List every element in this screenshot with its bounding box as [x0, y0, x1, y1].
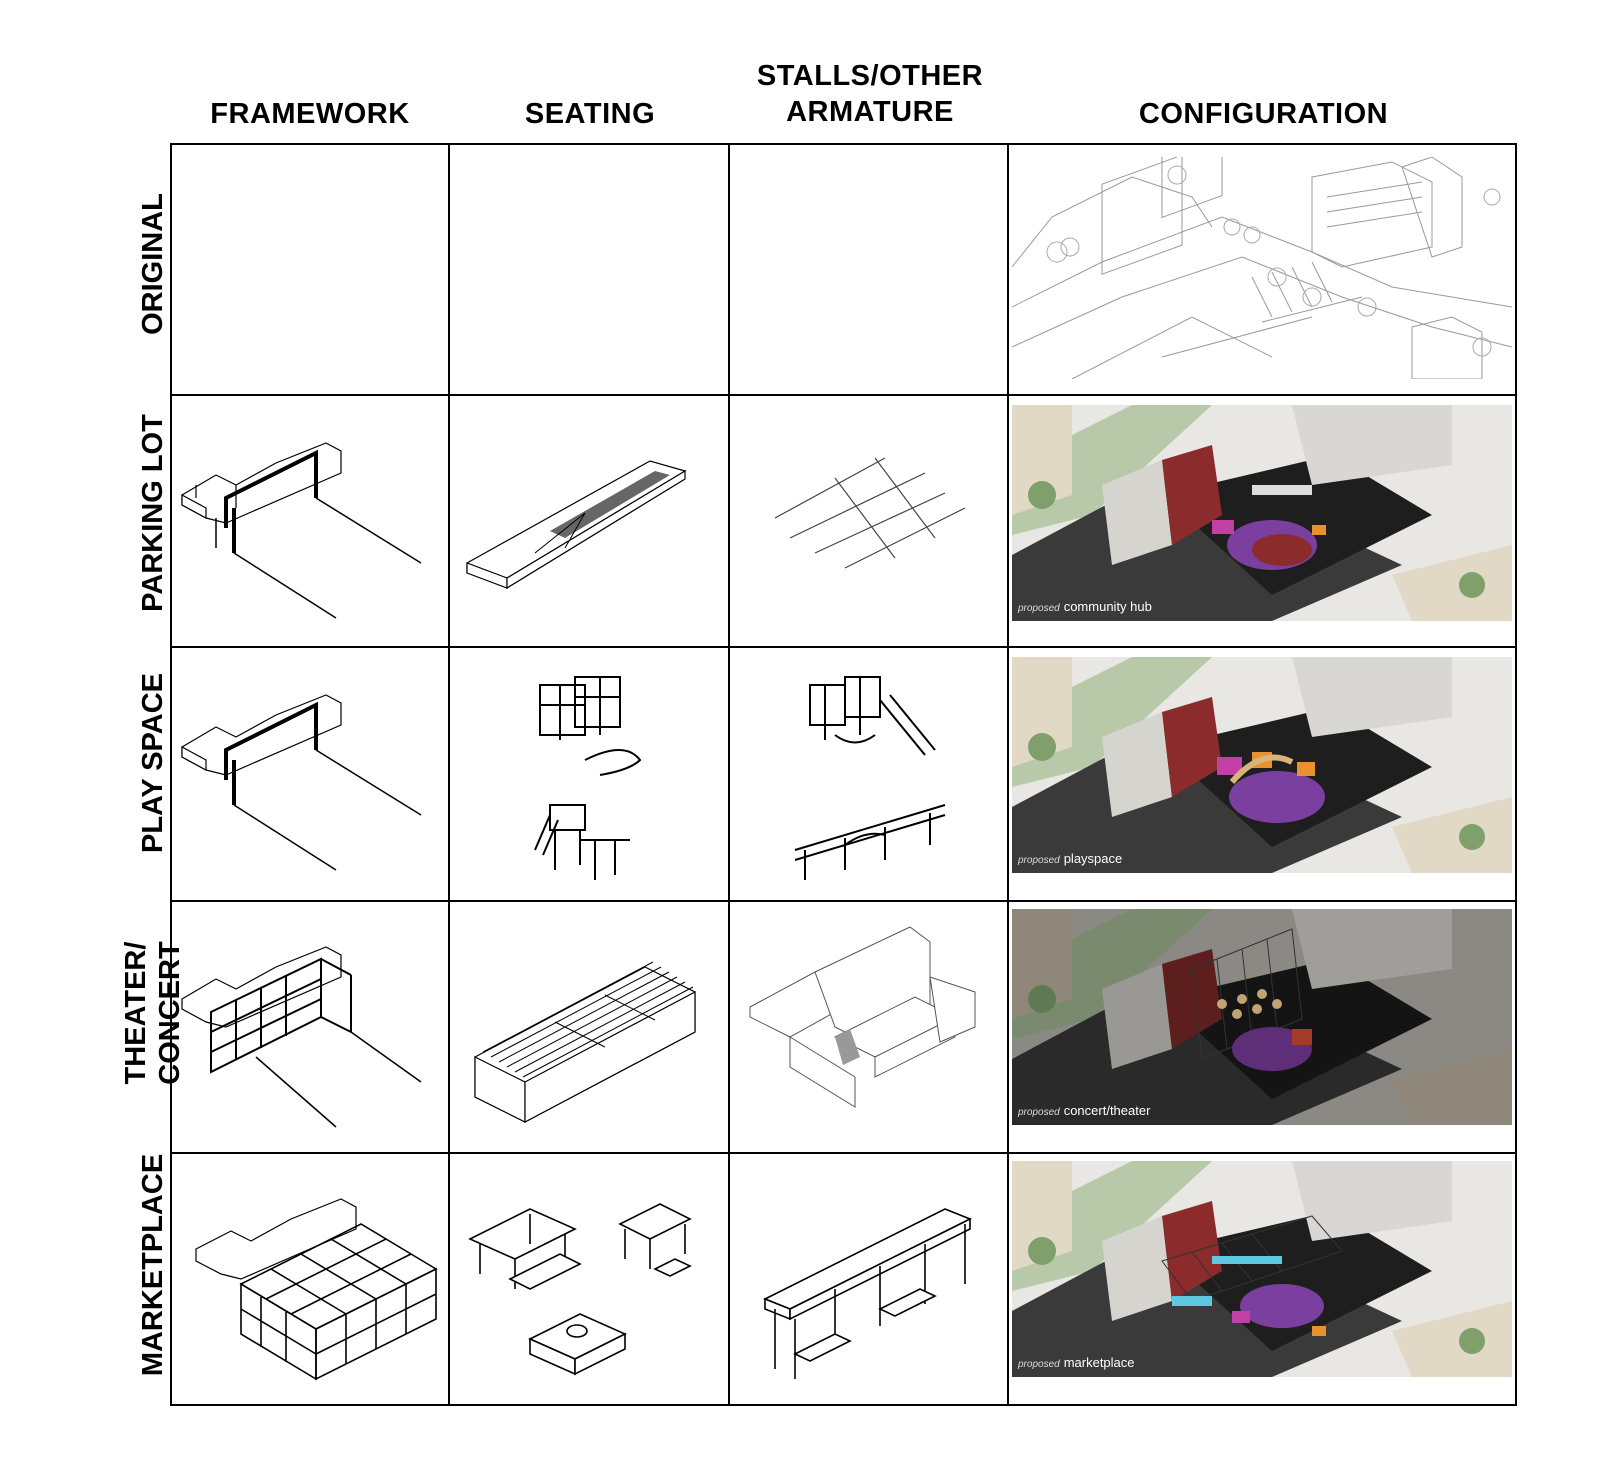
bleachers-drawing [455, 917, 723, 1142]
original-site-drawing [1012, 157, 1512, 379]
caption-prefix: proposed [1018, 603, 1060, 614]
marketplace-render [1012, 1161, 1512, 1377]
market-furniture-drawing [455, 1169, 723, 1399]
stalls-grid-lines [735, 413, 1003, 638]
framework-parking-lot [176, 413, 444, 638]
framework-canopy-drawing [176, 1169, 444, 1399]
caption-text: concert/theater [1063, 1103, 1151, 1118]
framework-wall-drawing [176, 665, 444, 890]
caption-prefix: proposed [1018, 1107, 1060, 1118]
seating-theater [455, 917, 723, 1142]
caption-prefix: proposed [1018, 1359, 1060, 1370]
column-header-configuration: CONFIGURATION [1138, 98, 1389, 130]
column-header-framework: FRAMEWORK [210, 98, 410, 130]
row-header-play-space: PLAY SPACE [137, 673, 169, 853]
stalls-marketplace [735, 1169, 1003, 1399]
stalls-parking-lot [735, 413, 1003, 638]
config-original [1012, 157, 1512, 379]
framework-grid-drawing [176, 917, 444, 1142]
seating-play-space [455, 665, 723, 890]
row-header-theater-line2: CONCERT [154, 941, 186, 1085]
caption-text: playspace [1063, 851, 1123, 866]
stage-drawing [735, 917, 1003, 1142]
config-parking-lot [1012, 405, 1512, 621]
caption-prefix: proposed [1018, 855, 1060, 866]
framework-theater [176, 917, 444, 1142]
row-header-parking-lot: PARKING LOT [137, 414, 169, 612]
seating-marketplace [455, 1169, 723, 1399]
column-header-stalls [730, 58, 1010, 130]
config-marketplace [1012, 1161, 1512, 1377]
caption-concert-theater [1018, 1103, 1150, 1118]
config-theater [1012, 909, 1512, 1125]
row-header-theater-line1: THEATER/ [120, 941, 152, 1085]
framework-wall-drawing [176, 413, 444, 638]
stalls-play-space [735, 665, 1003, 890]
market-stalls-drawing [735, 1169, 1003, 1399]
column-header-seating: SEATING [524, 98, 656, 130]
caption-marketplace [1018, 1355, 1135, 1370]
play-structures-drawing [455, 665, 723, 890]
caption-community-hub [1018, 599, 1152, 614]
community-hub-render [1012, 405, 1512, 621]
concert-theater-render [1012, 909, 1512, 1125]
framework-play-space [176, 665, 444, 890]
row-header-original: ORIGINAL [137, 193, 169, 335]
framework-marketplace [176, 1169, 444, 1399]
column-header-stalls-line1: STALLS/OTHER [756, 60, 984, 92]
caption-text: community hub [1063, 599, 1152, 614]
caption-text: marketplace [1063, 1355, 1135, 1370]
caption-playspace [1018, 851, 1122, 866]
seating-ramp-drawing [455, 413, 723, 638]
config-play-space [1012, 657, 1512, 873]
row-header-marketplace: MARKETPLACE [137, 1153, 169, 1377]
play-armature-drawing [735, 665, 1003, 890]
comparison-grid [170, 143, 1517, 1406]
seating-parking-lot [455, 413, 723, 638]
column-header-stalls-line2: ARMATURE [786, 96, 954, 128]
stalls-theater [735, 917, 1003, 1142]
playspace-render [1012, 657, 1512, 873]
